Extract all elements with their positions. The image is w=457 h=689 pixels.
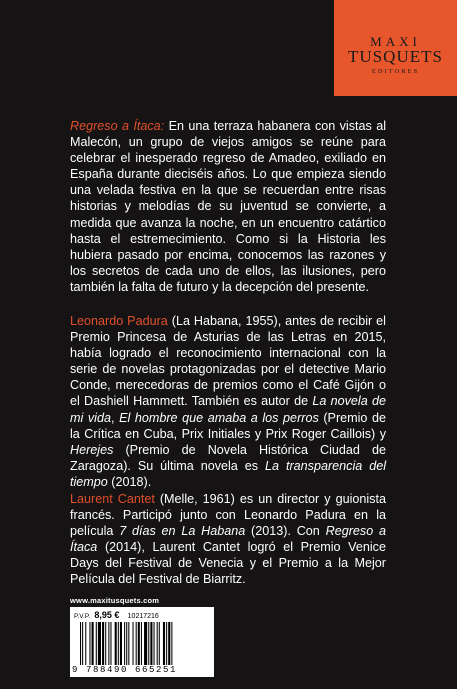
author-cantet-bio-3: (2014), Laurent Cantet logró el Premio Venice Days del Festival de Venecia y el Premio a la Mejor Película del Festival de Biarritz.	[70, 540, 386, 587]
book-title-1: La novela de mi vida	[70, 394, 386, 425]
synopsis-text: En una terraza habanera con vistas al Malecón, un grupo de viejos amigos se reúne para celebrar el inesperado regreso de Amadeo, exiliado en España durante dieciséis años. Lo que empieza siendo una velada festiva en la que se recuerdan entre risas historias y melodías de su juventud se convierte, a medida que avanza la noche, en un encuentro catártico hasta el estremecimiento. Como si la Historia les hubiera pasado por encima, conocemos las razones y los secretos de cada uno de ellos, las ilusiones, pero también la falta de futuro y la decepción del presente.	[70, 119, 387, 294]
barcode-bar	[144, 622, 147, 665]
author-padura-bio-3: (Premio de Novela Histórica Ciudad de Zaragoza). Su última novela es	[70, 442, 386, 473]
barcode-bar	[80, 622, 81, 665]
author-padura-bio-1: (La Habana, 1955), antes de recibir el Premio Princesa de Asturias de las Letras en 2015, había logrado el reconocimiento internacional con la serie de novelas protagonizadas por el detective Mario Conde, merecedoras de premios como el Café Gijón o el Dashiell Hammett. También es autor de	[70, 314, 386, 409]
book-title-3: Herejes	[70, 442, 114, 457]
barcode-bar	[157, 622, 158, 665]
barcode-graphic	[80, 622, 208, 665]
barcode-bar	[108, 622, 109, 665]
barcode-bar	[110, 622, 111, 665]
author-padura-bio-2: (Premio de la Crítica en Cuba, Prix Initiales y Prix Roger Caillois) y	[70, 410, 387, 441]
barcode-bar	[120, 622, 122, 665]
barcode-bar	[133, 622, 134, 665]
barcode-bar	[115, 622, 117, 665]
barcode-bar	[98, 622, 101, 665]
price-label: P.V.P.	[74, 613, 91, 620]
barcode-panel	[70, 607, 214, 677]
barcode-bar	[126, 622, 127, 665]
barcode-bar	[136, 622, 137, 665]
barcode-bar	[166, 622, 167, 665]
separator: ,	[110, 410, 120, 425]
barcode-bar	[105, 622, 106, 665]
author-cantet-bio-1: (Melle, 1961) es un director y guionista francés. Participó junto con Leonardo Padura en la película	[70, 492, 386, 539]
isbn-number: 9 788490 665251	[72, 665, 178, 675]
synopsis-title: Regreso a Ítaca:	[70, 119, 165, 133]
barcode-bar	[128, 622, 129, 665]
publisher-logo	[334, 0, 457, 96]
barcode-bar	[138, 622, 140, 665]
synopsis-paragraph	[70, 118, 386, 295]
logo-editores-text: EDITORES	[371, 68, 420, 75]
barcode-bar	[118, 622, 119, 665]
price-line	[74, 610, 159, 620]
barcode-bar	[159, 622, 160, 665]
barcode-bar	[141, 622, 142, 665]
book-title-2: El hombre que amaba a los perros	[119, 410, 319, 425]
barcode-bar	[102, 622, 104, 665]
author-cantet-name: Laurent Cantet	[70, 492, 155, 506]
barcode-bar	[124, 622, 125, 665]
film-title-2: Regreso a Ítaca	[70, 524, 386, 555]
logo-maxi-text: MAXI	[370, 34, 421, 49]
barcode-bar	[89, 622, 90, 665]
barcode-bar	[150, 622, 152, 665]
website-url: www.maxitusquets.com	[70, 596, 160, 605]
logo-tusquets-text: TUSQUETS	[348, 47, 443, 66]
book-title-4: La transparencia del tiempo	[70, 458, 386, 489]
barcode-bar	[96, 622, 97, 665]
barcode-bar	[154, 622, 155, 665]
film-title-1: 7 días en La Habana	[119, 524, 246, 539]
barcode-bar	[92, 622, 94, 665]
author-padura-name: Leonardo Padura	[70, 314, 168, 328]
barcode-bar	[168, 622, 170, 665]
barcode-bar	[82, 622, 83, 665]
barcode-bar	[171, 622, 172, 665]
author-padura-bio-4: (2018).	[107, 474, 152, 489]
author-cantet-paragraph	[70, 491, 386, 588]
author-padura-paragraph	[70, 313, 386, 490]
author-cantet-bio-2: (2013). Con	[245, 524, 326, 539]
product-code: 10217216	[127, 613, 159, 620]
price-amount: 8,95 €	[94, 610, 120, 620]
barcode-bar	[163, 622, 165, 665]
barcode-bar	[148, 622, 149, 665]
barcode-bar	[85, 622, 86, 665]
